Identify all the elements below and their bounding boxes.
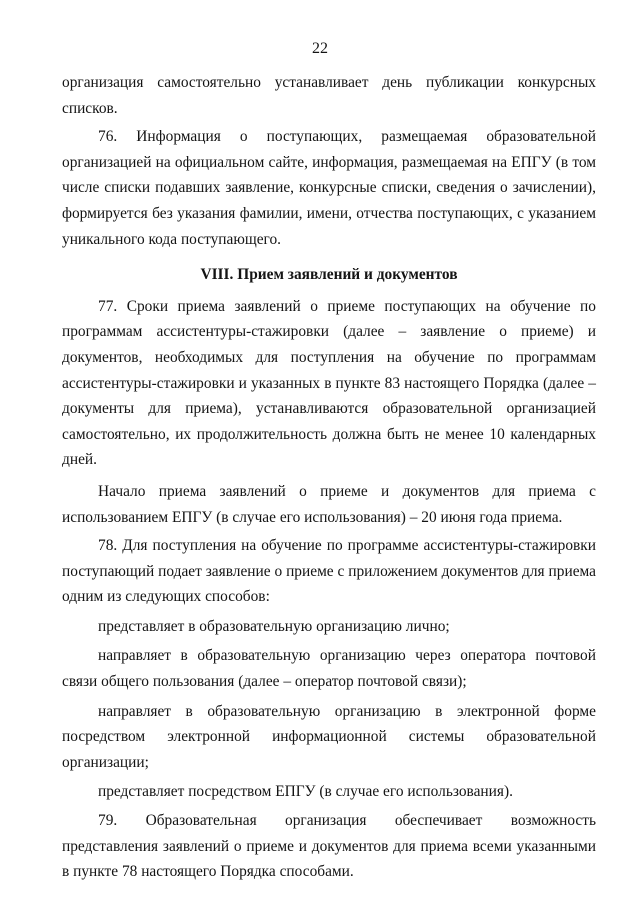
- paragraph-78-item-1: представляет в образовательную организацию лично;: [98, 617, 450, 635]
- paragraph-78: 78. Для поступления на обучение по программе ассистентуры-стажировки поступающий подает заявление о приеме с приложением документов для приема одним из следующих способов:: [62, 537, 596, 606]
- paragraph-77: 77. Сроки приема заявлений о приеме поступающих на обучение по программам ассистентуры-стажировки (далее – заявление о приеме) и документов, необходимых для поступления на обучение по программам ассистентуры-стажировки и указанных в пункте 83 настоящего Порядка (далее – документы для приема), устанавливаются образовательной организацией самостоятельно, их продолжительность должна быть не менее 10 календарных дней.: [62, 297, 596, 469]
- paragraph-78-item-4: представляет посредством ЕПГУ (в случае его использования).: [98, 783, 513, 801]
- paragraph-76: 76. Информация о поступающих, размещаемая образовательной организацией на официальном сайте, информация, размещаемая на ЕПГУ (в том числе списки подавших заявление, конкурсные списки, сведения о зачислении), формируется без указания фамилии, имени, отчества поступающих, с указанием уникального кода поступающего.: [62, 128, 596, 248]
- paragraph-77-start: Начало приема заявлений о приеме и документов для приема с использованием ЕПГУ (в случае его использования) – 20 июня года приема.: [62, 482, 596, 526]
- document-body: [62, 70, 596, 885]
- page-number: 22: [312, 40, 328, 57]
- paragraph-78-item-2: направляет в образовательную организацию через оператора почтовой связи общего пользования (далее – оператор почтовой связи);: [62, 647, 596, 691]
- section-heading: VIII. Прием заявлений и документов: [200, 266, 458, 284]
- paragraph-78-item-3: направляет в образовательную организацию в электронной форме посредством электронной информационной системы образовательной организации;: [62, 702, 596, 771]
- paragraph-79: 79. Образовательная организация обеспечивает возможность представления заявлений о приеме и документов для приема всеми указанными в пункте 78 настоящего Порядка способами.: [62, 812, 596, 881]
- paragraph-continuation: организация самостоятельно устанавливает день публикации конкурсных списков.: [62, 74, 596, 117]
